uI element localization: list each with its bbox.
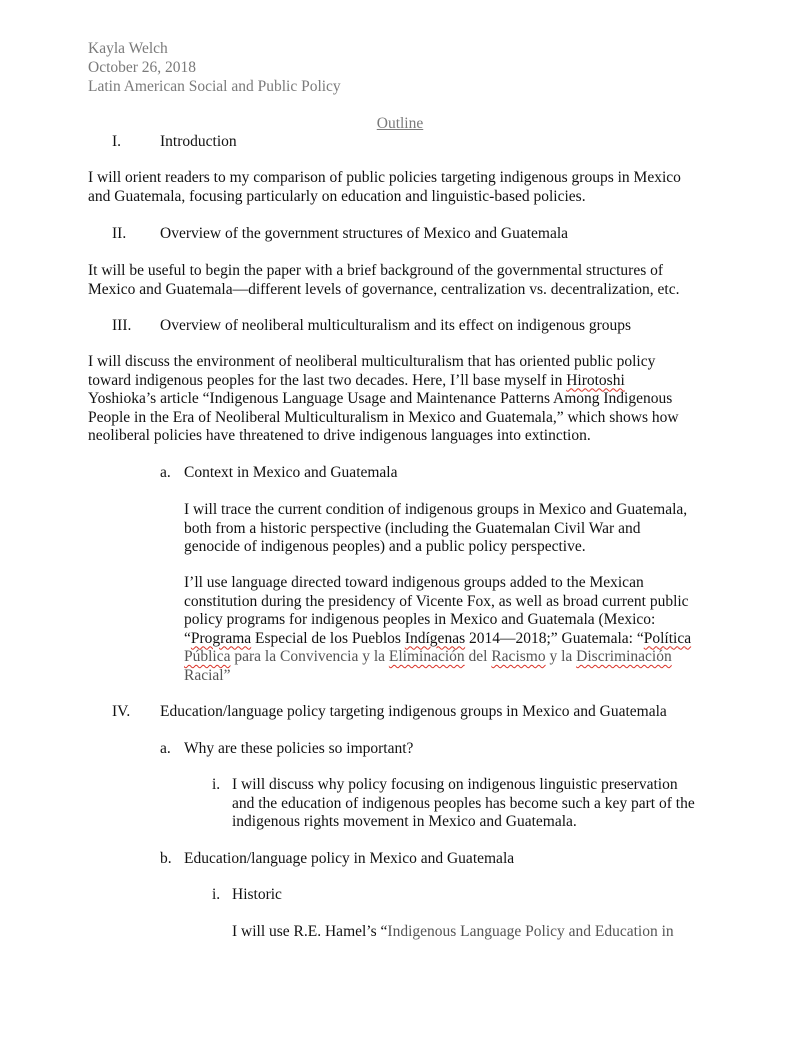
section-4-heading: Education/language policy targeting indigenous groups in Mexico and Guatemala	[160, 703, 667, 720]
body-line: and the education of indigenous peoples has become such a key part of the	[232, 794, 695, 812]
section-2-heading: Overview of the government structures of Mexico and Guatemala	[160, 225, 569, 242]
section-1-body	[88, 169, 681, 206]
spellcheck-word: Racismo	[491, 648, 546, 665]
body-line: constitution during the presidency of Vicente Fox, as well as broad current public	[184, 592, 689, 610]
body-line: I’ll use language directed toward indigenous groups added to the Mexican	[184, 574, 644, 591]
subsection-3a-heading: Context in Mexico and Guatemala	[184, 464, 398, 481]
body-line: I will discuss why policy focusing on indigenous linguistic preservation	[232, 776, 678, 793]
subsection-3a-para-2	[184, 574, 691, 685]
body-line: I will discuss the environment of neoliberal multiculturalism that has oriented public policy	[88, 353, 656, 370]
body-text: del	[464, 648, 492, 665]
subsection-4a-letter: a.	[160, 740, 171, 757]
subsection-3a-letter: a.	[160, 464, 171, 481]
body-text: “	[184, 629, 191, 647]
body-line: I will orient readers to my comparison of public policies targeting indigenous groups in Mexico	[88, 169, 681, 186]
item-4a-i-numeral: i.	[212, 776, 221, 793]
section-1-numeral: I.	[112, 133, 122, 150]
body-line: Yoshioka’s article “Indigenous Language Usage and Maintenance Patterns Among Indigenous	[88, 390, 673, 407]
body-line: People in the Era of Neoliberal Multiculturalism in Mexico and Guatemala,” which shows how	[88, 408, 679, 426]
section-4-numeral: IV.	[112, 703, 131, 720]
spellcheck-word: Programa	[190, 629, 252, 647]
body-line	[184, 648, 691, 667]
body-line	[184, 630, 691, 649]
item-4b-i-body	[232, 923, 674, 941]
body-line: and Guatemala, focusing particularly on education and linguistic-based policies.	[88, 187, 586, 205]
body-text: Especial de los Pueblos	[251, 629, 405, 647]
section-2-body	[88, 262, 679, 299]
body-text: 2014—2018;” Guatemala: “	[465, 629, 644, 647]
body-text: y la	[545, 648, 577, 665]
body-line: Racial”	[184, 666, 231, 684]
body-line: genocide of indigenous peoples) and a public policy perspective.	[184, 538, 586, 555]
item-4b-i-numeral: i.	[212, 886, 221, 903]
body-line: I will trace the current condition of indigenous groups in Mexico and Guatemala,	[184, 501, 688, 518]
subsection-3a-para-1	[184, 501, 687, 557]
body-text: toward indigenous peoples for the last two decades. Here, I’ll base myself in	[88, 371, 567, 389]
body-line: policy programs for indigenous peoples in Mexico and Guatemala (Mexico:	[184, 611, 656, 628]
spellcheck-word: Indígenas	[404, 629, 466, 647]
outline-title: Outline	[376, 115, 424, 132]
subsection-4b-heading: Education/language policy in Mexico and Guatemala	[184, 850, 515, 867]
body-text: I will use R.E. Hamel’s “	[232, 923, 388, 940]
subsection-4b-letter: b.	[160, 850, 172, 867]
body-line: indigenous rights movement in Mexico and Guatemala.	[232, 813, 577, 830]
item-4b-i-heading: Historic	[232, 886, 282, 903]
author-name: Kayla Welch	[88, 40, 168, 57]
spellcheck-word: Política	[643, 629, 692, 647]
course-name: Latin American Social and Public Policy	[88, 78, 341, 95]
spellcheck-word: Discriminación	[576, 648, 672, 665]
spellcheck-word: Eliminación	[388, 648, 465, 665]
spellcheck-word: Hirotoshi	[566, 371, 625, 389]
body-line: It will be useful to begin the paper with a brief background of the governmental structures of	[88, 262, 664, 279]
document-date: October 26, 2018	[88, 59, 197, 76]
section-1-heading: Introduction	[160, 133, 237, 150]
cited-title: Indigenous Language Policy and Education in	[387, 923, 674, 940]
section-3-numeral: III.	[112, 317, 132, 334]
body-line: neoliberal policies have threatened to drive indigenous languages into extinction.	[88, 427, 591, 444]
subsection-4a-heading: Why are these policies so important?	[184, 740, 414, 757]
section-2-numeral: II.	[112, 225, 127, 242]
body-line	[88, 372, 679, 391]
body-text: para la Convivencia y la	[230, 648, 389, 665]
spellcheck-word: Pública	[184, 648, 231, 665]
section-3-heading: Overview of neoliberal multiculturalism and its effect on indigenous groups	[160, 317, 632, 334]
section-3-body	[88, 353, 679, 446]
body-line: both from a historic perspective (including the Guatemalan Civil War and	[184, 519, 641, 537]
body-line: Mexico and Guatemala—different levels of governance, centralization vs. decentralization, etc.	[88, 280, 680, 298]
item-4a-i-body	[232, 776, 695, 832]
